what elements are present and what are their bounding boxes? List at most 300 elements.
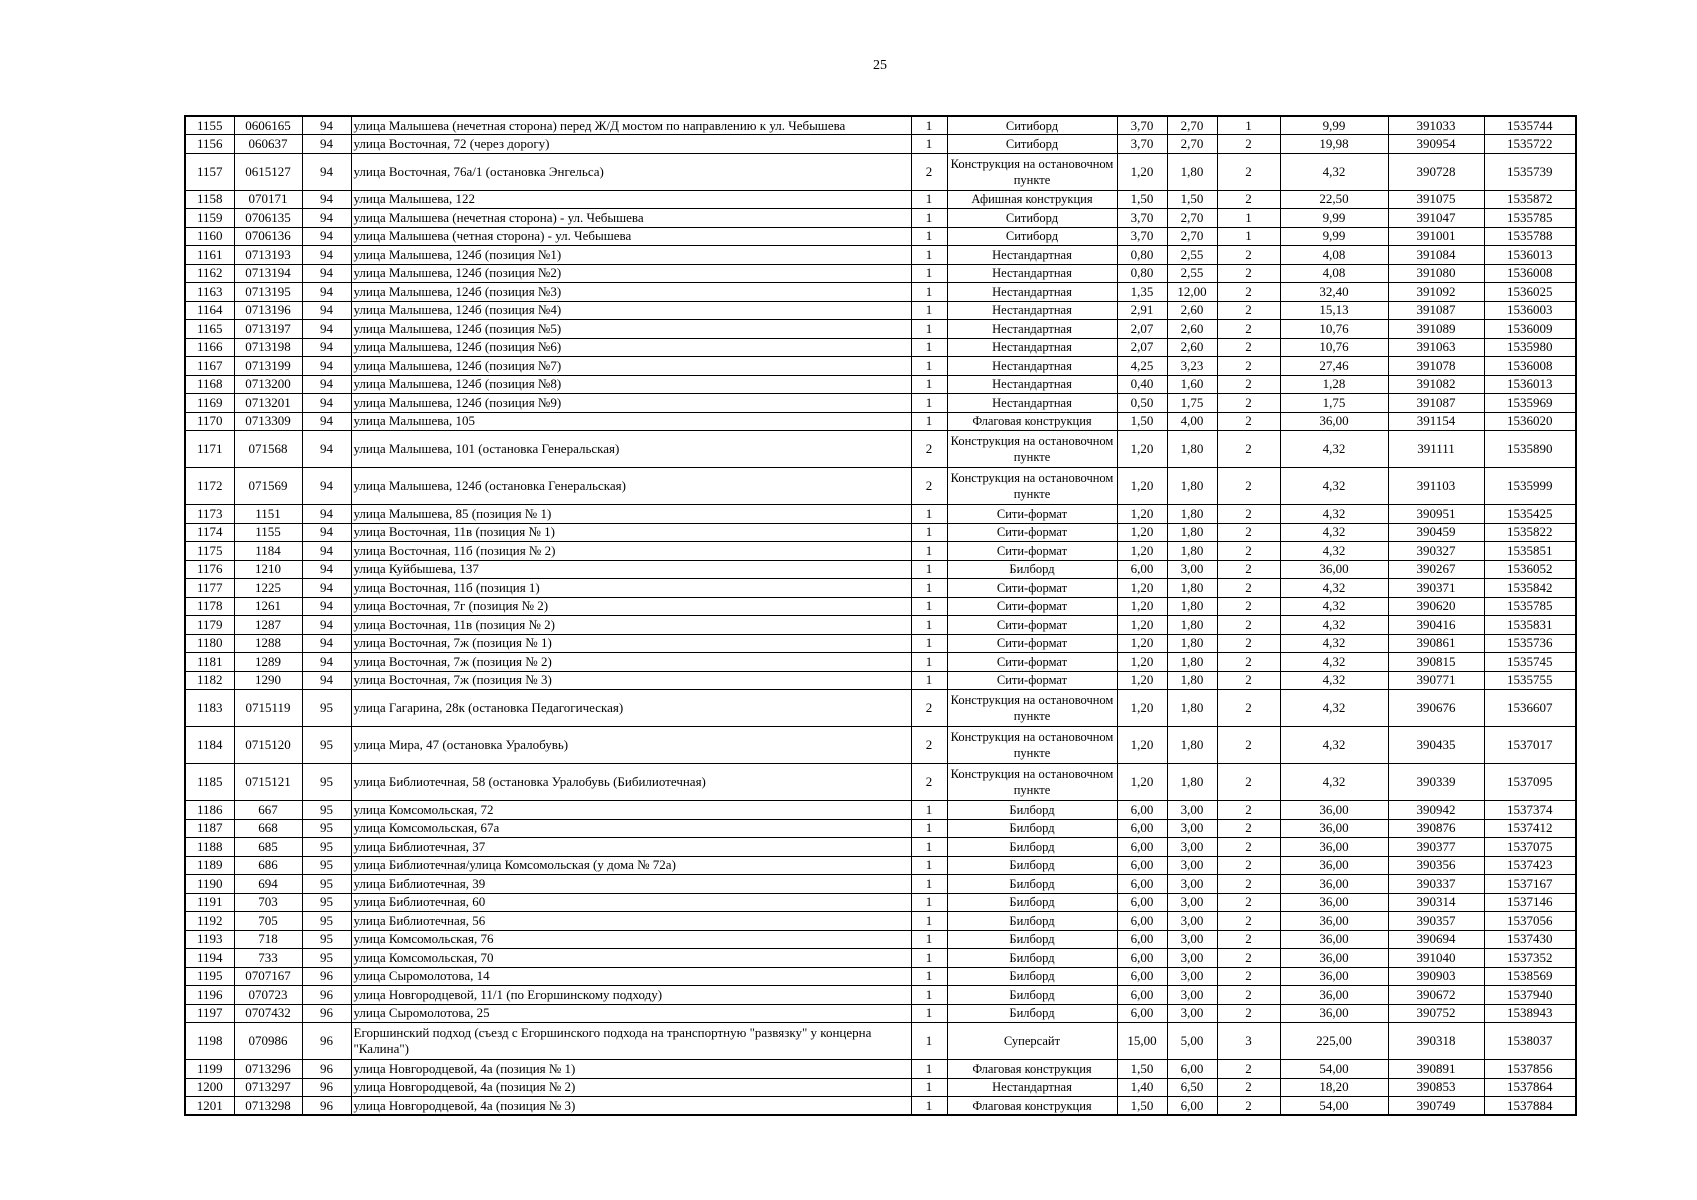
cell-width: 1,20	[1117, 505, 1167, 524]
cell-coord-x: 391078	[1388, 357, 1484, 376]
cell-width: 2,91	[1117, 301, 1167, 320]
cell-area: 4,32	[1280, 542, 1388, 561]
cell-width: 6,00	[1117, 856, 1167, 875]
cell-row-number: 1159	[185, 209, 234, 228]
cell-structure-type: Билборд	[947, 801, 1117, 820]
cell-coord-x: 390318	[1388, 1023, 1484, 1060]
cell-district-code: 95	[302, 727, 351, 764]
cell-structure-type: Нестандартная	[947, 1078, 1117, 1097]
cell-registry-id: 0713298	[234, 1097, 302, 1116]
cell-sides: 1	[911, 616, 947, 635]
cell-height: 1,80	[1167, 727, 1217, 764]
cell-faces: 2	[1217, 431, 1280, 468]
cell-coord-x: 390853	[1388, 1078, 1484, 1097]
cell-structure-type: Ситиборд	[947, 116, 1117, 135]
cell-district-code: 94	[302, 579, 351, 598]
cell-registry-id: 0715120	[234, 727, 302, 764]
cell-structure-type: Флаговая конструкция	[947, 1097, 1117, 1116]
cell-registry-id: 060637	[234, 135, 302, 154]
cell-width: 6,00	[1117, 819, 1167, 838]
cell-address: улица Малышева (нечетная сторона) перед Ж/Д мостом по направлению к ул. Чебышева	[351, 116, 911, 135]
cell-row-number: 1198	[185, 1023, 234, 1060]
cell-structure-type: Сити-формат	[947, 523, 1117, 542]
cell-sides: 1	[911, 301, 947, 320]
cell-coord-y: 1535822	[1484, 523, 1576, 542]
cell-coord-y: 1535851	[1484, 542, 1576, 561]
cell-address: улица Библиотечная, 58 (остановка Уралобувь (Бибилиотечная)	[351, 764, 911, 801]
cell-faces: 1	[1217, 116, 1280, 135]
cell-coord-y: 1537412	[1484, 819, 1576, 838]
cell-coord-x: 390327	[1388, 542, 1484, 561]
cell-coord-y: 1536008	[1484, 264, 1576, 283]
cell-coord-y: 1535739	[1484, 153, 1576, 190]
cell-area: 4,32	[1280, 690, 1388, 727]
cell-coord-y: 1538569	[1484, 967, 1576, 986]
cell-faces: 2	[1217, 153, 1280, 190]
cell-coord-x: 391080	[1388, 264, 1484, 283]
cell-registry-id: 1289	[234, 653, 302, 672]
cell-sides: 1	[911, 893, 947, 912]
cell-coord-y: 1537374	[1484, 801, 1576, 820]
cell-address: улица Малышева, 122	[351, 190, 911, 209]
table-row	[185, 283, 1576, 302]
cell-structure-type: Нестандартная	[947, 264, 1117, 283]
cell-coord-x: 390771	[1388, 671, 1484, 690]
cell-sides: 1	[911, 653, 947, 672]
cell-district-code: 94	[302, 412, 351, 431]
cell-coord-x: 390371	[1388, 579, 1484, 598]
cell-structure-type: Билборд	[947, 986, 1117, 1005]
cell-area: 4,32	[1280, 671, 1388, 690]
cell-address: улица Библиотечная, 60	[351, 893, 911, 912]
cell-row-number: 1176	[185, 560, 234, 579]
cell-registry-id: 685	[234, 838, 302, 857]
cell-structure-type: Сити-формат	[947, 653, 1117, 672]
cell-area: 4,32	[1280, 523, 1388, 542]
cell-area: 36,00	[1280, 875, 1388, 894]
cell-sides: 1	[911, 671, 947, 690]
cell-coord-y: 1536008	[1484, 357, 1576, 376]
cell-sides: 2	[911, 468, 947, 505]
cell-coord-y: 1537095	[1484, 764, 1576, 801]
cell-structure-type: Ситиборд	[947, 135, 1117, 154]
cell-district-code: 94	[302, 135, 351, 154]
cell-sides: 1	[911, 875, 947, 894]
cell-coord-x: 390815	[1388, 653, 1484, 672]
cell-width: 1,20	[1117, 727, 1167, 764]
cell-area: 4,32	[1280, 597, 1388, 616]
cell-height: 1,80	[1167, 616, 1217, 635]
cell-faces: 2	[1217, 634, 1280, 653]
cell-coord-y: 1535788	[1484, 227, 1576, 246]
table-row	[185, 930, 1576, 949]
cell-sides: 1	[911, 1060, 947, 1079]
cell-sides: 2	[911, 690, 947, 727]
cell-row-number: 1156	[185, 135, 234, 154]
cell-height: 3,00	[1167, 856, 1217, 875]
table-row	[185, 819, 1576, 838]
cell-faces: 2	[1217, 264, 1280, 283]
cell-area: 36,00	[1280, 819, 1388, 838]
cell-structure-type: Билборд	[947, 819, 1117, 838]
cell-district-code: 94	[302, 227, 351, 246]
table-row	[185, 597, 1576, 616]
cell-coord-y: 1535890	[1484, 431, 1576, 468]
cell-area: 4,08	[1280, 264, 1388, 283]
cell-area: 54,00	[1280, 1097, 1388, 1116]
cell-width: 1,50	[1117, 1097, 1167, 1116]
cell-sides: 1	[911, 209, 947, 228]
cell-width: 6,00	[1117, 560, 1167, 579]
cell-address: улица Библиотечная, 56	[351, 912, 911, 931]
table-row	[185, 856, 1576, 875]
cell-sides: 2	[911, 153, 947, 190]
cell-coord-x: 391075	[1388, 190, 1484, 209]
table-row	[185, 412, 1576, 431]
cell-registry-id: 0713201	[234, 394, 302, 413]
table-row	[185, 838, 1576, 857]
cell-width: 6,00	[1117, 838, 1167, 857]
cell-faces: 2	[1217, 690, 1280, 727]
cell-height: 3,00	[1167, 801, 1217, 820]
cell-address: улица Малышева, 124б (позиция №3)	[351, 283, 911, 302]
cell-sides: 2	[911, 431, 947, 468]
cell-registry-id: 071569	[234, 468, 302, 505]
cell-width: 1,20	[1117, 653, 1167, 672]
cell-coord-y: 1536003	[1484, 301, 1576, 320]
cell-row-number: 1194	[185, 949, 234, 968]
cell-height: 1,80	[1167, 634, 1217, 653]
cell-structure-type: Конструкция на остановочном пункте	[947, 153, 1117, 190]
cell-faces: 2	[1217, 542, 1280, 561]
cell-registry-id: 0707432	[234, 1004, 302, 1023]
cell-row-number: 1199	[185, 1060, 234, 1079]
cell-coord-x: 390752	[1388, 1004, 1484, 1023]
cell-width: 1,50	[1117, 412, 1167, 431]
cell-height: 3,00	[1167, 1004, 1217, 1023]
cell-structure-type: Нестандартная	[947, 357, 1117, 376]
cell-height: 12,00	[1167, 283, 1217, 302]
cell-district-code: 94	[302, 468, 351, 505]
cell-width: 1,20	[1117, 153, 1167, 190]
cell-coord-x: 390416	[1388, 616, 1484, 635]
cell-row-number: 1197	[185, 1004, 234, 1023]
cell-district-code: 95	[302, 690, 351, 727]
table-row	[185, 727, 1576, 764]
cell-registry-id: 686	[234, 856, 302, 875]
cell-faces: 2	[1217, 727, 1280, 764]
cell-area: 4,32	[1280, 764, 1388, 801]
table-row	[185, 1097, 1576, 1116]
table-row	[185, 579, 1576, 598]
cell-address: улица Сыромолотова, 14	[351, 967, 911, 986]
cell-area: 4,32	[1280, 431, 1388, 468]
cell-area: 36,00	[1280, 1004, 1388, 1023]
cell-registry-id: 071568	[234, 431, 302, 468]
cell-width: 6,00	[1117, 949, 1167, 968]
cell-width: 6,00	[1117, 1004, 1167, 1023]
cell-sides: 1	[911, 357, 947, 376]
cell-coord-x: 391047	[1388, 209, 1484, 228]
cell-coord-x: 391087	[1388, 301, 1484, 320]
cell-width: 6,00	[1117, 967, 1167, 986]
cell-registry-id: 667	[234, 801, 302, 820]
cell-address: улица Комсомольская, 72	[351, 801, 911, 820]
cell-area: 18,20	[1280, 1078, 1388, 1097]
cell-area: 36,00	[1280, 856, 1388, 875]
cell-faces: 2	[1217, 671, 1280, 690]
cell-height: 4,00	[1167, 412, 1217, 431]
cell-faces: 2	[1217, 301, 1280, 320]
table-row	[185, 764, 1576, 801]
cell-structure-type: Сити-формат	[947, 671, 1117, 690]
cell-row-number: 1186	[185, 801, 234, 820]
cell-sides: 1	[911, 856, 947, 875]
cell-district-code: 94	[302, 505, 351, 524]
cell-coord-x: 391154	[1388, 412, 1484, 431]
cell-height: 1,80	[1167, 505, 1217, 524]
table-row	[185, 227, 1576, 246]
cell-height: 6,00	[1167, 1097, 1217, 1116]
cell-registry-id: 0715121	[234, 764, 302, 801]
cell-coord-y: 1535980	[1484, 338, 1576, 357]
cell-width: 0,80	[1117, 246, 1167, 265]
cell-address: улица Восточная, 11б (позиция № 2)	[351, 542, 911, 561]
cell-coord-x: 390620	[1388, 597, 1484, 616]
cell-district-code: 94	[302, 246, 351, 265]
cell-sides: 1	[911, 375, 947, 394]
cell-structure-type: Ситиборд	[947, 227, 1117, 246]
cell-address: улица Новгородцевой, 4а (позиция № 3)	[351, 1097, 911, 1116]
cell-registry-id: 0713200	[234, 375, 302, 394]
cell-structure-type: Билборд	[947, 875, 1117, 894]
cell-sides: 1	[911, 283, 947, 302]
cell-coord-x: 391033	[1388, 116, 1484, 135]
cell-area: 36,00	[1280, 801, 1388, 820]
cell-height: 1,80	[1167, 523, 1217, 542]
cell-coord-y: 1537940	[1484, 986, 1576, 1005]
cell-structure-type: Билборд	[947, 912, 1117, 931]
cell-area: 4,32	[1280, 153, 1388, 190]
cell-coord-y: 1535755	[1484, 671, 1576, 690]
cell-width: 0,40	[1117, 375, 1167, 394]
cell-registry-id: 0713196	[234, 301, 302, 320]
advertising-structures-table	[184, 115, 1577, 1116]
cell-structure-type: Нестандартная	[947, 283, 1117, 302]
cell-address: улица Восточная, 7ж (позиция № 2)	[351, 653, 911, 672]
cell-row-number: 1157	[185, 153, 234, 190]
cell-address: улица Новгородцевой, 11/1 (по Егоршинскому подходу)	[351, 986, 911, 1005]
cell-faces: 2	[1217, 986, 1280, 1005]
cell-address: улица Малышева, 124б (позиция №1)	[351, 246, 911, 265]
cell-height: 1,80	[1167, 764, 1217, 801]
cell-sides: 1	[911, 801, 947, 820]
cell-structure-type: Нестандартная	[947, 301, 1117, 320]
cell-district-code: 95	[302, 949, 351, 968]
cell-district-code: 94	[302, 320, 351, 339]
table-row	[185, 246, 1576, 265]
cell-structure-type: Сити-формат	[947, 505, 1117, 524]
cell-width: 15,00	[1117, 1023, 1167, 1060]
cell-sides: 1	[911, 523, 947, 542]
cell-address: улица Куйбышева, 137	[351, 560, 911, 579]
cell-area: 36,00	[1280, 912, 1388, 931]
cell-height: 5,00	[1167, 1023, 1217, 1060]
cell-area: 10,76	[1280, 320, 1388, 339]
cell-faces: 2	[1217, 616, 1280, 635]
cell-address: улица Малышева, 124б (позиция №4)	[351, 301, 911, 320]
cell-address: улица Малышева, 105	[351, 412, 911, 431]
cell-address: улица Малышева, 101 (остановка Генеральская)	[351, 431, 911, 468]
cell-registry-id: 1288	[234, 634, 302, 653]
cell-faces: 2	[1217, 1078, 1280, 1097]
cell-coord-x: 390954	[1388, 135, 1484, 154]
cell-registry-id: 1184	[234, 542, 302, 561]
table-row	[185, 264, 1576, 283]
cell-area: 1,28	[1280, 375, 1388, 394]
cell-width: 6,00	[1117, 875, 1167, 894]
table-row	[185, 375, 1576, 394]
cell-row-number: 1164	[185, 301, 234, 320]
cell-structure-type: Нестандартная	[947, 246, 1117, 265]
cell-faces: 2	[1217, 597, 1280, 616]
cell-structure-type: Флаговая конструкция	[947, 1060, 1117, 1079]
cell-height: 3,00	[1167, 967, 1217, 986]
table-row	[185, 912, 1576, 931]
cell-structure-type: Афишная конструкция	[947, 190, 1117, 209]
cell-coord-x: 390891	[1388, 1060, 1484, 1079]
cell-faces: 2	[1217, 1097, 1280, 1116]
cell-coord-y: 1535969	[1484, 394, 1576, 413]
cell-row-number: 1171	[185, 431, 234, 468]
cell-width: 2,07	[1117, 338, 1167, 357]
cell-row-number: 1182	[185, 671, 234, 690]
cell-coord-y: 1537075	[1484, 838, 1576, 857]
cell-area: 36,00	[1280, 412, 1388, 431]
cell-coord-x: 390267	[1388, 560, 1484, 579]
cell-width: 1,50	[1117, 1060, 1167, 1079]
cell-address: улица Восточная, 11в (позиция № 1)	[351, 523, 911, 542]
cell-district-code: 94	[302, 671, 351, 690]
cell-sides: 1	[911, 560, 947, 579]
cell-sides: 1	[911, 967, 947, 986]
cell-structure-type: Нестандартная	[947, 394, 1117, 413]
table-row	[185, 357, 1576, 376]
cell-faces: 2	[1217, 135, 1280, 154]
cell-height: 2,70	[1167, 135, 1217, 154]
cell-sides: 1	[911, 1023, 947, 1060]
cell-width: 1,20	[1117, 579, 1167, 598]
cell-area: 36,00	[1280, 986, 1388, 1005]
cell-registry-id: 1155	[234, 523, 302, 542]
cell-address: улица Сыромолотова, 25	[351, 1004, 911, 1023]
cell-address: улица Восточная, 11б (позиция 1)	[351, 579, 911, 598]
cell-row-number: 1191	[185, 893, 234, 912]
cell-district-code: 94	[302, 431, 351, 468]
cell-registry-id: 703	[234, 893, 302, 912]
cell-registry-id: 0713199	[234, 357, 302, 376]
cell-address: улица Библиотечная, 37	[351, 838, 911, 857]
cell-row-number: 1170	[185, 412, 234, 431]
cell-coord-x: 390314	[1388, 893, 1484, 912]
table-row	[185, 301, 1576, 320]
cell-sides: 1	[911, 912, 947, 931]
cell-district-code: 95	[302, 838, 351, 857]
cell-faces: 2	[1217, 190, 1280, 209]
cell-faces: 2	[1217, 579, 1280, 598]
cell-sides: 1	[911, 579, 947, 598]
table-row	[185, 967, 1576, 986]
cell-coord-y: 1537856	[1484, 1060, 1576, 1079]
cell-structure-type: Билборд	[947, 856, 1117, 875]
cell-coord-y: 1538037	[1484, 1023, 1576, 1060]
cell-structure-type: Билборд	[947, 560, 1117, 579]
cell-district-code: 96	[302, 1004, 351, 1023]
cell-sides: 1	[911, 190, 947, 209]
cell-district-code: 95	[302, 912, 351, 931]
cell-row-number: 1184	[185, 727, 234, 764]
cell-district-code: 95	[302, 819, 351, 838]
cell-width: 6,00	[1117, 801, 1167, 820]
cell-registry-id: 070986	[234, 1023, 302, 1060]
cell-sides: 1	[911, 505, 947, 524]
cell-faces: 2	[1217, 338, 1280, 357]
cell-coord-x: 390357	[1388, 912, 1484, 931]
cell-width: 6,00	[1117, 930, 1167, 949]
cell-coord-x: 390694	[1388, 930, 1484, 949]
cell-area: 36,00	[1280, 560, 1388, 579]
cell-height: 2,70	[1167, 227, 1217, 246]
cell-coord-x: 390672	[1388, 986, 1484, 1005]
cell-coord-y: 1535736	[1484, 634, 1576, 653]
cell-sides: 1	[911, 246, 947, 265]
cell-faces: 2	[1217, 819, 1280, 838]
cell-height: 1,80	[1167, 690, 1217, 727]
cell-coord-y: 1536607	[1484, 690, 1576, 727]
cell-coord-y: 1535842	[1484, 579, 1576, 598]
cell-area: 4,32	[1280, 634, 1388, 653]
cell-area: 36,00	[1280, 893, 1388, 912]
cell-faces: 2	[1217, 320, 1280, 339]
cell-sides: 1	[911, 986, 947, 1005]
cell-registry-id: 718	[234, 930, 302, 949]
cell-coord-y: 1537017	[1484, 727, 1576, 764]
cell-coord-y: 1536025	[1484, 283, 1576, 302]
cell-district-code: 94	[302, 153, 351, 190]
cell-structure-type: Сити-формат	[947, 579, 1117, 598]
cell-coord-y: 1535745	[1484, 653, 1576, 672]
cell-structure-type: Билборд	[947, 893, 1117, 912]
cell-coord-y: 1536013	[1484, 375, 1576, 394]
cell-coord-x: 391092	[1388, 283, 1484, 302]
cell-area: 36,00	[1280, 930, 1388, 949]
table-row	[185, 153, 1576, 190]
cell-area: 10,76	[1280, 338, 1388, 357]
cell-sides: 1	[911, 930, 947, 949]
cell-sides: 1	[911, 949, 947, 968]
cell-structure-type: Флаговая конструкция	[947, 412, 1117, 431]
cell-coord-y: 1536013	[1484, 246, 1576, 265]
cell-row-number: 1158	[185, 190, 234, 209]
cell-area: 4,32	[1280, 616, 1388, 635]
cell-district-code: 96	[302, 1023, 351, 1060]
cell-faces: 2	[1217, 856, 1280, 875]
cell-address: улица Восточная, 76а/1 (остановка Энгельса)	[351, 153, 911, 190]
cell-area: 27,46	[1280, 357, 1388, 376]
cell-coord-y: 1536020	[1484, 412, 1576, 431]
cell-district-code: 95	[302, 930, 351, 949]
cell-address: улица Малышева, 124б (остановка Генеральская)	[351, 468, 911, 505]
